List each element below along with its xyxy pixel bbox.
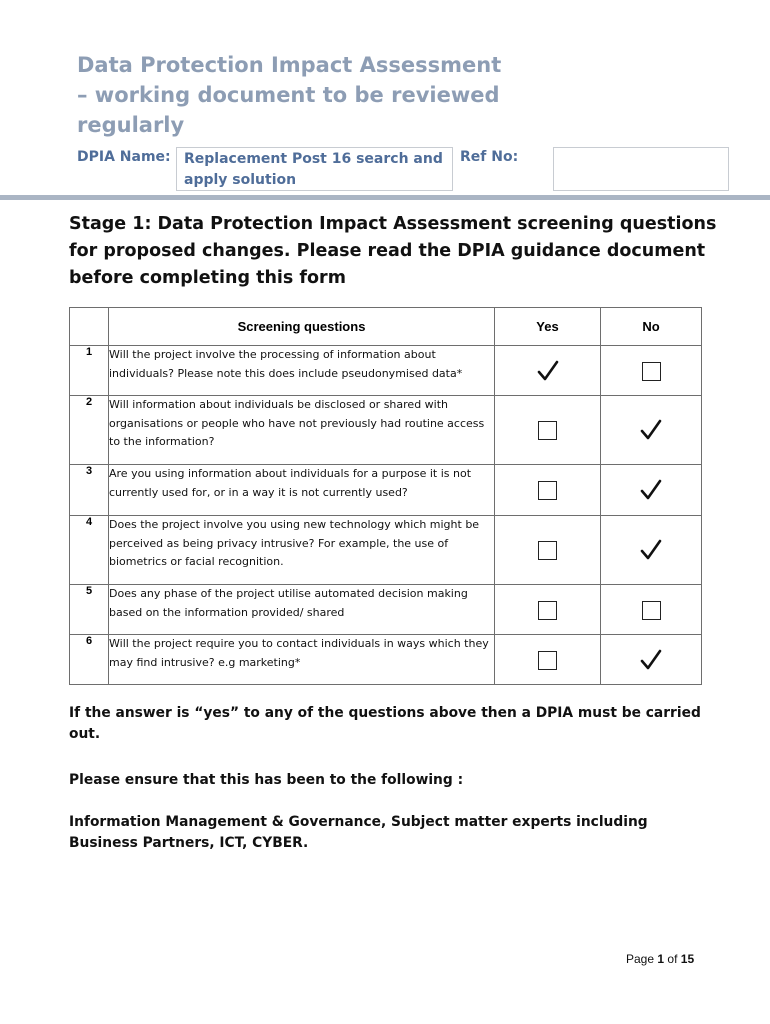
row-number: 3 <box>70 465 109 516</box>
question-text: Does the project involve you using new technology which might be perceived as being privacy intrusive? For example, the use of biometrics or facial recognition. <box>109 516 495 585</box>
ensure-note: Please ensure that this has been to the following : <box>69 772 464 788</box>
table-row <box>70 396 702 465</box>
header-divider <box>0 195 770 200</box>
yes-cell[interactable] <box>495 396 601 465</box>
table-row <box>70 516 702 585</box>
no-cell[interactable] <box>601 465 702 516</box>
row-number: 1 <box>70 346 109 396</box>
document-title: Data Protection Impact Assessment – working document to be reviewed regularly <box>77 53 502 137</box>
yes-cell[interactable] <box>495 635 601 685</box>
check-mark-icon <box>640 479 662 501</box>
no-cell[interactable] <box>601 396 702 465</box>
row-number: 2 <box>70 396 109 465</box>
page-of: of <box>667 952 678 966</box>
table-header-row <box>70 308 702 346</box>
no-cell[interactable] <box>601 585 702 635</box>
empty-checkbox-icon <box>538 601 557 620</box>
page-current: 1 <box>657 952 665 966</box>
yes-cell[interactable] <box>495 465 601 516</box>
number-header <box>70 308 109 346</box>
question-text: Will the project require you to contact individuals in ways which they may find intrusive? e.g marketing* <box>109 635 495 685</box>
empty-checkbox-icon <box>538 421 557 440</box>
table-row <box>70 346 702 396</box>
check-mark-icon <box>640 539 662 561</box>
no-cell[interactable] <box>601 635 702 685</box>
yes-cell[interactable] <box>495 346 601 396</box>
empty-checkbox-icon <box>538 481 557 500</box>
row-number: 4 <box>70 516 109 585</box>
ref-no-label: Ref No: <box>460 149 519 165</box>
empty-checkbox-icon <box>642 362 661 381</box>
yes-rule-note: If the answer is “yes” to any of the questions above then a DPIA must be carried out. <box>69 705 701 742</box>
no-cell[interactable] <box>601 346 702 396</box>
yes-cell[interactable] <box>495 585 601 635</box>
table-row <box>70 585 702 635</box>
no-header: No <box>601 308 702 346</box>
screening-table <box>69 307 702 685</box>
row-number: 6 <box>70 635 109 685</box>
question-text: Will the project involve the processing of information about individuals? Please note this does include pseudonymised data* <box>109 346 495 396</box>
empty-checkbox-icon <box>642 601 661 620</box>
yes-cell[interactable] <box>495 516 601 585</box>
table-row <box>70 635 702 685</box>
dpia-meta-row <box>0 147 770 191</box>
question-text: Will information about individuals be disclosed or shared with organisations or people who have not previously had routine access to the information? <box>109 396 495 465</box>
check-mark-icon <box>640 649 662 671</box>
no-cell[interactable] <box>601 516 702 585</box>
check-mark-icon <box>640 419 662 441</box>
recipients-note: Information Management & Governance, Subject matter experts including Business Partners, ICT, CYBER. <box>69 814 648 851</box>
question-header: Screening questions <box>109 308 495 346</box>
empty-checkbox-icon <box>538 541 557 560</box>
question-text: Are you using information about individuals for a purpose it is not currently used for, or in a way it is not currently used? <box>109 465 495 516</box>
page-number <box>626 952 694 966</box>
page-prefix: Page <box>626 952 655 966</box>
ref-no-field[interactable] <box>553 147 729 191</box>
row-number: 5 <box>70 585 109 635</box>
empty-checkbox-icon <box>538 651 557 670</box>
check-mark-icon <box>537 360 559 382</box>
question-text: Does any phase of the project utilise automated decision making based on the information provided/ shared <box>109 585 495 635</box>
dpia-name-label: DPIA Name: <box>77 149 171 165</box>
page-total: 15 <box>680 952 695 966</box>
yes-header: Yes <box>495 308 601 346</box>
table-row <box>70 465 702 516</box>
dpia-name-field[interactable]: Replacement Post 16 search and apply solution <box>176 147 453 191</box>
stage-heading: Stage 1: Data Protection Impact Assessment screening questions for proposed changes. Please read the DPIA guidance document before completing this form <box>69 214 717 288</box>
